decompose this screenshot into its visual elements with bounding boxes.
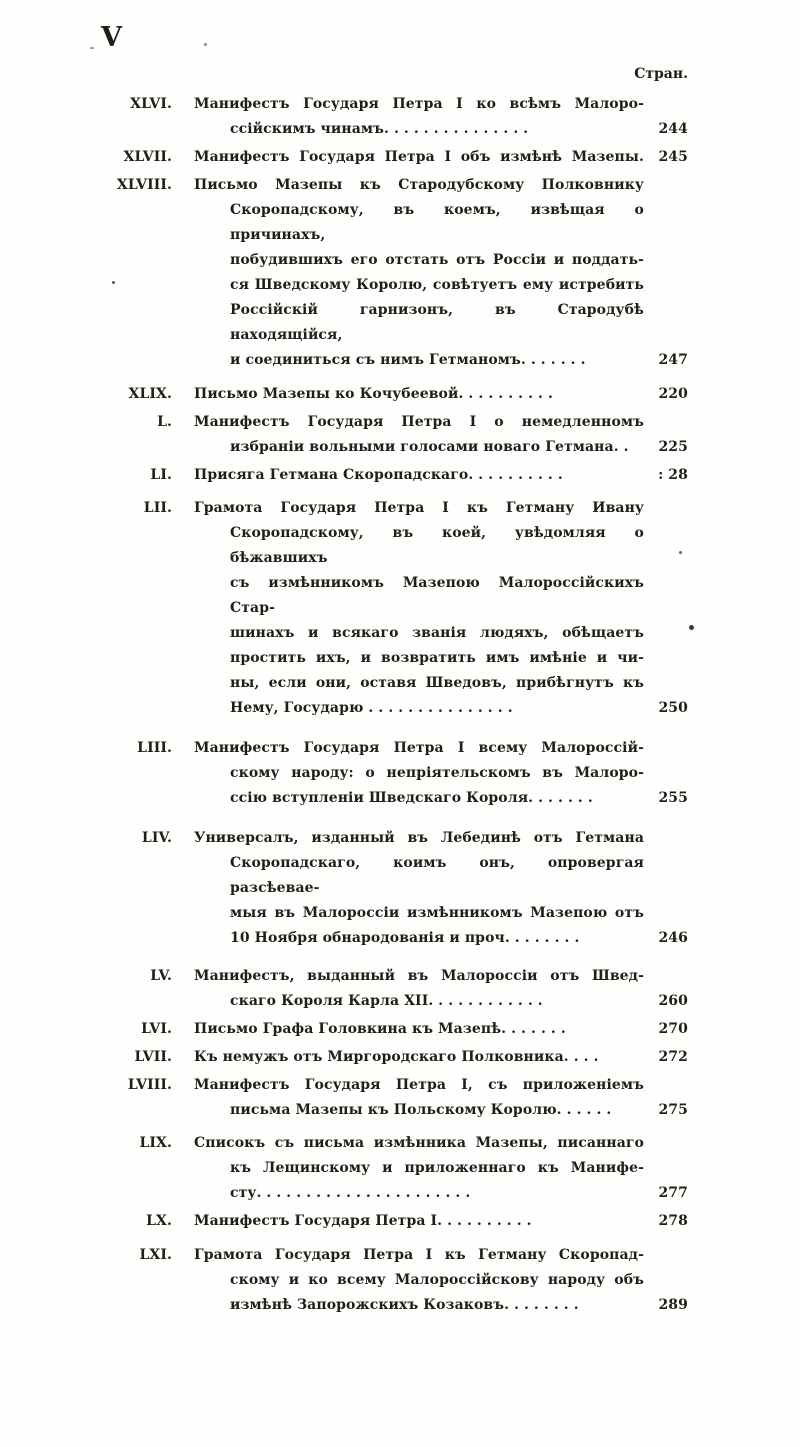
entry-text — [172, 826, 648, 951]
entry-numeral: L. — [157, 414, 172, 430]
entry-line: Скоропадскому, въ коемъ, извѣщая о причинахъ, — [230, 202, 644, 243]
entry-page-number: 277 — [658, 1185, 688, 1201]
entry-line: къ Лещинскому и приложеннаго къ Манифе- — [230, 1160, 644, 1176]
entry-text — [172, 463, 648, 488]
entry-numeral: LX. — [146, 1213, 172, 1229]
toc-entry — [112, 496, 688, 721]
entry-page-number: 245 — [658, 149, 688, 165]
entry-page-number: 270 — [658, 1021, 688, 1037]
entry-numeral: LIII. — [137, 740, 172, 756]
entry-text — [172, 145, 648, 170]
table-of-contents — [112, 92, 688, 1318]
entry-page-number: 255 — [658, 790, 688, 806]
entry-numeral: LXI. — [139, 1247, 172, 1263]
entry-line: 10 Ноября обнародованія и проч. . . . . . . . — [230, 930, 580, 946]
entry-line: Къ немужъ отъ Миргородскаго Полковника. . . . — [194, 1049, 599, 1065]
toc-entry — [112, 173, 688, 373]
ink-speck — [204, 43, 207, 46]
entry-line: съ измѣнникомъ Мазепою Малороссійскихъ Стар- — [230, 575, 644, 616]
toc-entry — [112, 410, 688, 460]
entry-numeral: XLVIII. — [116, 177, 172, 193]
entry-line: простить ихъ, и возвратить имъ имѣніе и чи- — [230, 650, 644, 666]
entry-line: Письмо Мазепы ко Кочубеевой. . . . . . . . . . — [194, 386, 553, 402]
entry-line: Манифестъ, выданный въ Малороссіи отъ Швед- — [194, 968, 644, 984]
ink-speck — [689, 625, 694, 630]
entry-numeral: LVIII. — [127, 1077, 172, 1093]
page-column-header: Стран. — [634, 66, 688, 82]
entry-line: Списокъ съ письма измѣнника Мазепы, писаннаго — [194, 1135, 644, 1151]
entry-text — [172, 1073, 648, 1123]
toc-entry — [112, 1017, 688, 1042]
entry-line: Грамота Государя Петра I къ Гетману Скоропад- — [194, 1247, 644, 1263]
entry-line: шинахъ и всякаго званія людяхъ, обѣщаетъ — [230, 625, 644, 641]
toc-entry — [112, 145, 688, 170]
toc-entry — [112, 1131, 688, 1206]
entry-text — [172, 736, 648, 811]
entry-page-number: 272 — [658, 1049, 688, 1065]
toc-entry — [112, 1045, 688, 1070]
entry-text — [172, 382, 648, 407]
entry-numeral: LVII. — [134, 1049, 172, 1065]
entry-text — [172, 410, 648, 460]
entry-page-number: 247 — [658, 352, 688, 368]
toc-entry — [112, 463, 688, 488]
entry-line: скаго Короля Карла XII. . . . . . . . . . . . — [230, 993, 543, 1009]
entry-line: Манифестъ Государя Петра I о немедленномъ — [194, 414, 644, 430]
entry-text — [172, 1243, 648, 1318]
entry-text — [172, 1131, 648, 1206]
entry-numeral: LI. — [150, 467, 172, 483]
ink-speck — [90, 47, 94, 49]
toc-entry — [112, 1073, 688, 1123]
entry-line: побудившихъ его отстать отъ Россіи и поддать- — [230, 252, 644, 268]
entry-page-number: 275 — [658, 1102, 688, 1118]
toc-entry — [112, 826, 688, 951]
entry-page-number: 289 — [658, 1297, 688, 1313]
ink-speck — [679, 551, 682, 554]
entry-line: ны, если они, оставя Шведовъ, прибѣгнутъ къ — [230, 675, 644, 691]
entry-line: Россійскій гарнизонъ, въ Стародубѣ находящійся, — [230, 302, 644, 343]
entry-line: мыя въ Малороссіи измѣнникомъ Мазепою отъ — [230, 905, 644, 921]
entry-line: сту. . . . . . . . . . . . . . . . . . . . . . — [230, 1185, 471, 1201]
entry-page-number: 225 — [658, 439, 688, 455]
entry-numeral: LV. — [150, 968, 172, 984]
toc-entry — [112, 1243, 688, 1318]
toc-entry — [112, 92, 688, 142]
entry-numeral: LII. — [143, 500, 172, 516]
entry-text — [172, 1209, 648, 1234]
entry-page-number: : 28 — [658, 467, 688, 483]
entry-line: скому и ко всему Малороссійскову народу объ — [230, 1272, 644, 1288]
entry-numeral: XLIX. — [128, 386, 172, 402]
entry-line: избраніи вольными голосами новаго Гетмана. . — [230, 439, 629, 455]
entry-numeral: LIV. — [141, 830, 172, 846]
ink-speck — [112, 281, 115, 284]
entry-page-number: 250 — [658, 700, 688, 716]
entry-line: Грамота Государя Петра I къ Гетману Ивану — [194, 500, 644, 516]
toc-entry — [112, 1209, 688, 1234]
entry-line: Манифестъ Государя Петра I. . . . . . . . . . — [194, 1213, 532, 1229]
entry-line: Манифестъ Государя Петра I, съ приложеніемъ — [194, 1077, 644, 1093]
entry-line: Письмо Графа Головкина къ Мазепѣ. . . . . . . — [194, 1021, 566, 1037]
entry-text — [172, 173, 648, 373]
toc-entry — [112, 964, 688, 1014]
toc-entry — [112, 382, 688, 407]
entry-numeral: LIX. — [139, 1135, 172, 1151]
entry-page-number: 260 — [658, 993, 688, 1009]
entry-line: Скоропадскому, въ коей, увѣдомляя о бѣжавшихъ — [230, 525, 644, 566]
entry-text — [172, 92, 648, 142]
entry-line: Присяга Гетмана Скоропадскаго. . . . . . . . . . — [194, 467, 563, 483]
entry-page-number: 246 — [658, 930, 688, 946]
entry-line: Манифестъ Государя Петра I ко всѣмъ Малоро- — [194, 96, 644, 112]
entry-page-number: 220 — [658, 386, 688, 402]
entry-line: Манифестъ Государя Петра I объ измѣнѣ Мазепы. — [194, 149, 644, 165]
entry-text — [172, 1045, 648, 1070]
entry-page-number: 244 — [658, 121, 688, 137]
entry-line: письма Мазепы къ Польскому Королю. . . . . . — [230, 1102, 612, 1118]
entry-line: Манифестъ Государя Петра I всему Малороссій- — [194, 740, 644, 756]
entry-line: Нему, Государю . . . . . . . . . . . . . . . — [230, 700, 513, 716]
entry-line: Универсалъ, изданный въ Лебединѣ отъ Гетмана — [194, 830, 644, 846]
entry-numeral: LVI. — [141, 1021, 172, 1037]
entry-numeral: XLVI. — [130, 96, 172, 112]
entry-line: ся Шведскому Королю, совѣтуетъ ему истребить — [230, 277, 644, 293]
entry-text — [172, 1017, 648, 1042]
entry-text — [172, 496, 648, 721]
entry-line: скому народу: о непріятельскомъ въ Малоро- — [230, 765, 644, 781]
folio-page-number: V — [101, 22, 123, 53]
entry-line: измѣнѣ Запорожскихъ Козаковъ. . . . . . . . — [230, 1297, 579, 1313]
entry-line: Скоропадскаго, коимъ онъ, опровергая разсѣевае- — [230, 855, 644, 896]
entry-page-number: 278 — [658, 1213, 688, 1229]
entry-line: ссійскимъ чинамъ. . . . . . . . . . . . . . . — [230, 121, 529, 137]
entry-line: и соединиться съ нимъ Гетманомъ. . . . . . . — [230, 352, 586, 368]
entry-line: Письмо Мазепы къ Стародубскому Полковнику — [194, 177, 644, 193]
entry-line: ссію вступленіи Шведскаго Короля. . . . . . . — [230, 790, 593, 806]
entry-text — [172, 964, 648, 1014]
entry-numeral: XLVII. — [123, 149, 172, 165]
toc-entry — [112, 736, 688, 811]
